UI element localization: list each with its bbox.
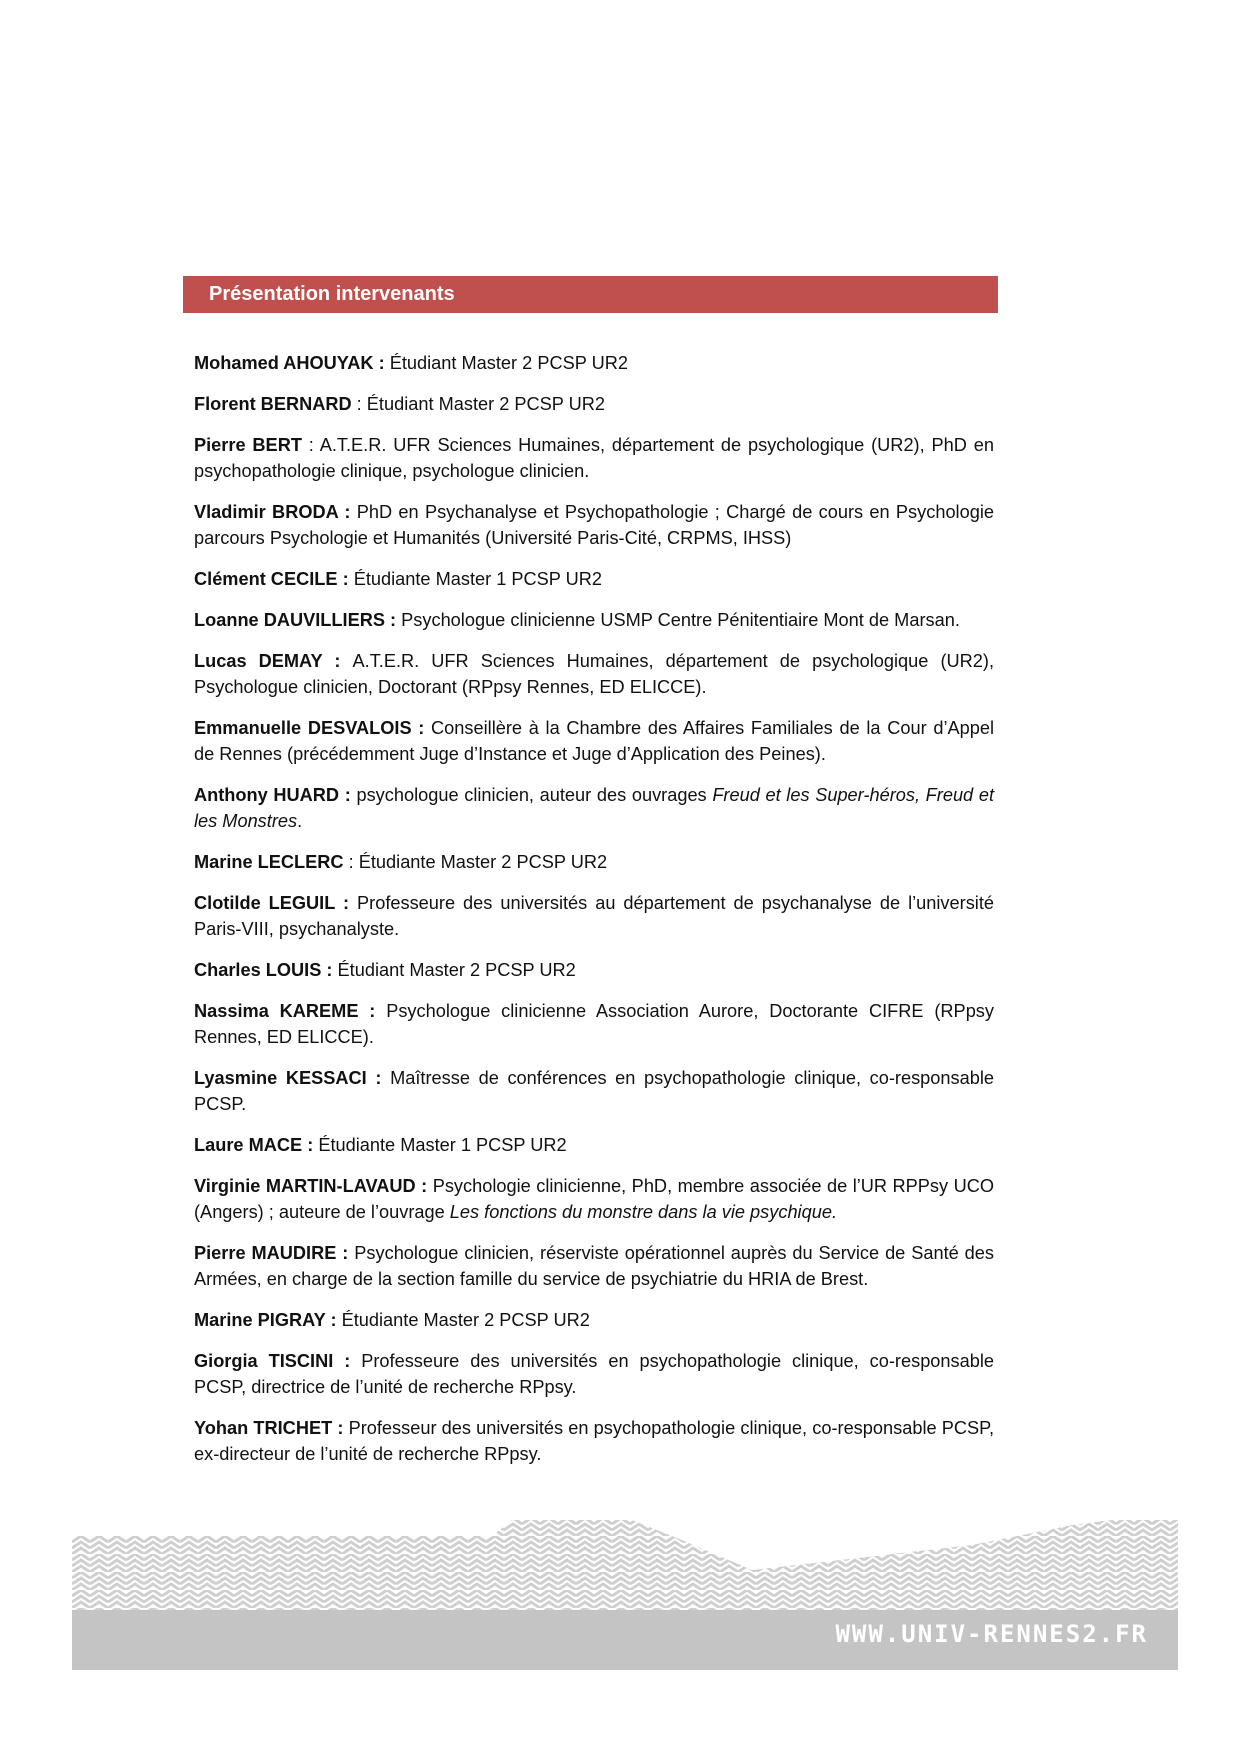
speaker-book-title: Les fonctions du monstre dans la vie psychique. xyxy=(449,1202,837,1222)
speaker-separator: : xyxy=(373,353,390,373)
speaker-separator: : xyxy=(338,502,357,522)
speaker-name: Florent BERNARD xyxy=(194,394,352,414)
speaker-description: Psychologue clinicien, réserviste opérationnel auprès du Service de Santé des Armées, en charge de la section famille du service de psychiatrie du HRIA de Brest. xyxy=(194,1243,994,1289)
speaker-entry xyxy=(194,350,994,376)
speaker-entry xyxy=(194,957,994,983)
speaker-name: Nassima KAREME xyxy=(194,1001,359,1021)
speaker-entry xyxy=(194,432,994,484)
speaker-description: Professeure des universités au département de psychanalyse de l’université Paris-VIII, psychanalyste. xyxy=(194,893,995,939)
speaker-separator: : xyxy=(337,569,354,589)
speaker-name: Clotilde LEGUIL xyxy=(194,893,336,913)
speaker-separator: : xyxy=(351,394,367,414)
speaker-description: Étudiant Master 2 PCSP UR2 xyxy=(337,960,576,980)
speaker-name: Anthony HUARD xyxy=(194,785,340,805)
speaker-separator: : xyxy=(301,435,320,455)
speaker-entry xyxy=(194,1065,994,1117)
speaker-entry xyxy=(194,1415,994,1467)
speaker-entry xyxy=(194,648,994,700)
speaker-separator: : xyxy=(339,785,357,805)
speaker-entry xyxy=(194,566,994,592)
speaker-description: PhD en Psychanalyse et Psychopathologie ; Chargé de cours en Psychologie parcours Psychologie et Humanités (Université Paris-Cité, CRPMS, IHSS) xyxy=(194,502,994,548)
speaker-name: Marine PIGRAY xyxy=(194,1310,326,1330)
speaker-description: Maîtresse de conférences en psychopathologie clinique, co-responsable PCSP. xyxy=(194,1068,995,1114)
speaker-separator: : xyxy=(384,610,402,630)
section-header xyxy=(183,276,998,313)
speaker-entry xyxy=(194,890,994,942)
speaker-separator: : xyxy=(335,893,358,913)
speaker-description-end: . xyxy=(297,811,303,831)
speaker-name: Laure MACE xyxy=(194,1135,303,1155)
speaker-description: Étudiante Master 2 PCSP UR2 xyxy=(358,852,608,872)
speaker-separator: : xyxy=(322,651,353,671)
speaker-description: Étudiant Master 2 PCSP UR2 xyxy=(389,353,628,373)
speaker-name: Vladimir BRODA xyxy=(194,502,339,522)
speaker-entry xyxy=(194,849,994,875)
speaker-name: Yohan TRICHET xyxy=(194,1418,333,1438)
speaker-description: Étudiante Master 2 PCSP UR2 xyxy=(341,1310,590,1330)
speaker-separator: : xyxy=(302,1135,319,1155)
speaker-entry xyxy=(194,1240,994,1292)
speaker-description: A.T.E.R. UFR Sciences Humaines, département de psychologique (UR2), Psychologue clinicien, Doctorant (RPpsy Rennes, ED ELICCE). xyxy=(194,651,994,697)
speaker-name: Virginie MARTIN-LAVAUD xyxy=(194,1176,416,1196)
speaker-entry xyxy=(194,715,994,767)
speaker-description: Étudiant Master 2 PCSP UR2 xyxy=(366,394,606,414)
speaker-separator: : xyxy=(336,1243,355,1263)
speaker-separator: : xyxy=(325,1310,342,1330)
speaker-entry xyxy=(194,1132,994,1158)
speaker-name: Lucas DEMAY xyxy=(194,651,323,671)
speaker-name: Emmanuelle DESVALOIS xyxy=(194,718,412,738)
speaker-entry xyxy=(194,499,994,551)
speaker-name: Pierre BERT xyxy=(194,435,302,455)
speaker-description: A.T.E.R. UFR Sciences Humaines, département de psychologique (UR2), PhD en psychopathologie clinique, psychologue clinicien. xyxy=(194,435,994,481)
speaker-separator: : xyxy=(366,1068,391,1088)
speaker-entry xyxy=(194,1348,994,1400)
speaker-description: Étudiante Master 1 PCSP UR2 xyxy=(353,569,603,589)
speaker-separator: : xyxy=(333,1351,362,1371)
footer-url[interactable]: WWW.UNIV-RENNES2.FR xyxy=(835,1620,1148,1648)
speaker-entry xyxy=(194,607,994,633)
speaker-name: Mohamed AHOUYAK xyxy=(194,353,374,373)
speaker-description: Psychologie clinicienne, PhD, membre associée de l’UR RPPsy UCO (Angers) ; auteure de l’ouvrage xyxy=(194,1176,994,1222)
speaker-entry xyxy=(194,998,994,1050)
speaker-separator: : xyxy=(332,1418,349,1438)
speaker-entry xyxy=(194,782,994,834)
speaker-name: Clément CECILE xyxy=(194,569,338,589)
speaker-description: Psychologue clinicienne Association Aurore, Doctorante CIFRE (RPpsy Rennes, ED ELICCE). xyxy=(194,1001,994,1047)
speaker-list xyxy=(194,350,994,1482)
speaker-separator: : xyxy=(411,718,432,738)
speaker-entry xyxy=(194,1307,994,1333)
speaker-separator: : xyxy=(321,960,338,980)
speaker-description: psychologue clinicien, auteur des ouvrages xyxy=(356,785,713,805)
speaker-name: Marine LECLERC xyxy=(194,852,344,872)
speaker-description: Conseillère à la Chambre des Affaires Familiales de la Cour d’Appel de Rennes (précédemment Juge d’Instance et Juge d’Application des Peines). xyxy=(194,718,995,764)
section-title: Présentation intervenants xyxy=(209,283,455,305)
speaker-entry xyxy=(194,391,994,417)
speaker-name: Lyasmine KESSACI xyxy=(194,1068,367,1088)
speaker-description: Étudiante Master 1 PCSP UR2 xyxy=(318,1135,567,1155)
speaker-name: Giorgia TISCINI xyxy=(194,1351,334,1371)
speaker-book-title: Freud et les Super-héros, Freud et les Monstres xyxy=(194,785,994,831)
speaker-description: Professeur des universités en psychopathologie clinique, co-responsable PCSP, ex-directeur de l’unité de recherche RPpsy. xyxy=(194,1418,994,1464)
speaker-separator: : xyxy=(415,1176,433,1196)
speaker-separator: : xyxy=(358,1001,387,1021)
speaker-description: Professeure des universités en psychopathologie clinique, co-responsable PCSP, directrice de l’unité de recherche RPpsy. xyxy=(194,1351,995,1397)
speaker-name: Pierre MAUDIRE xyxy=(194,1243,337,1263)
speaker-entry xyxy=(194,1173,994,1225)
speaker-name: Loanne DAUVILLIERS xyxy=(194,610,385,630)
speaker-description: Psychologue clinicienne USMP Centre Pénitentiaire Mont de Marsan. xyxy=(401,610,960,630)
speaker-separator: : xyxy=(343,852,359,872)
page-footer xyxy=(72,1500,1178,1670)
speaker-name: Charles LOUIS xyxy=(194,960,322,980)
